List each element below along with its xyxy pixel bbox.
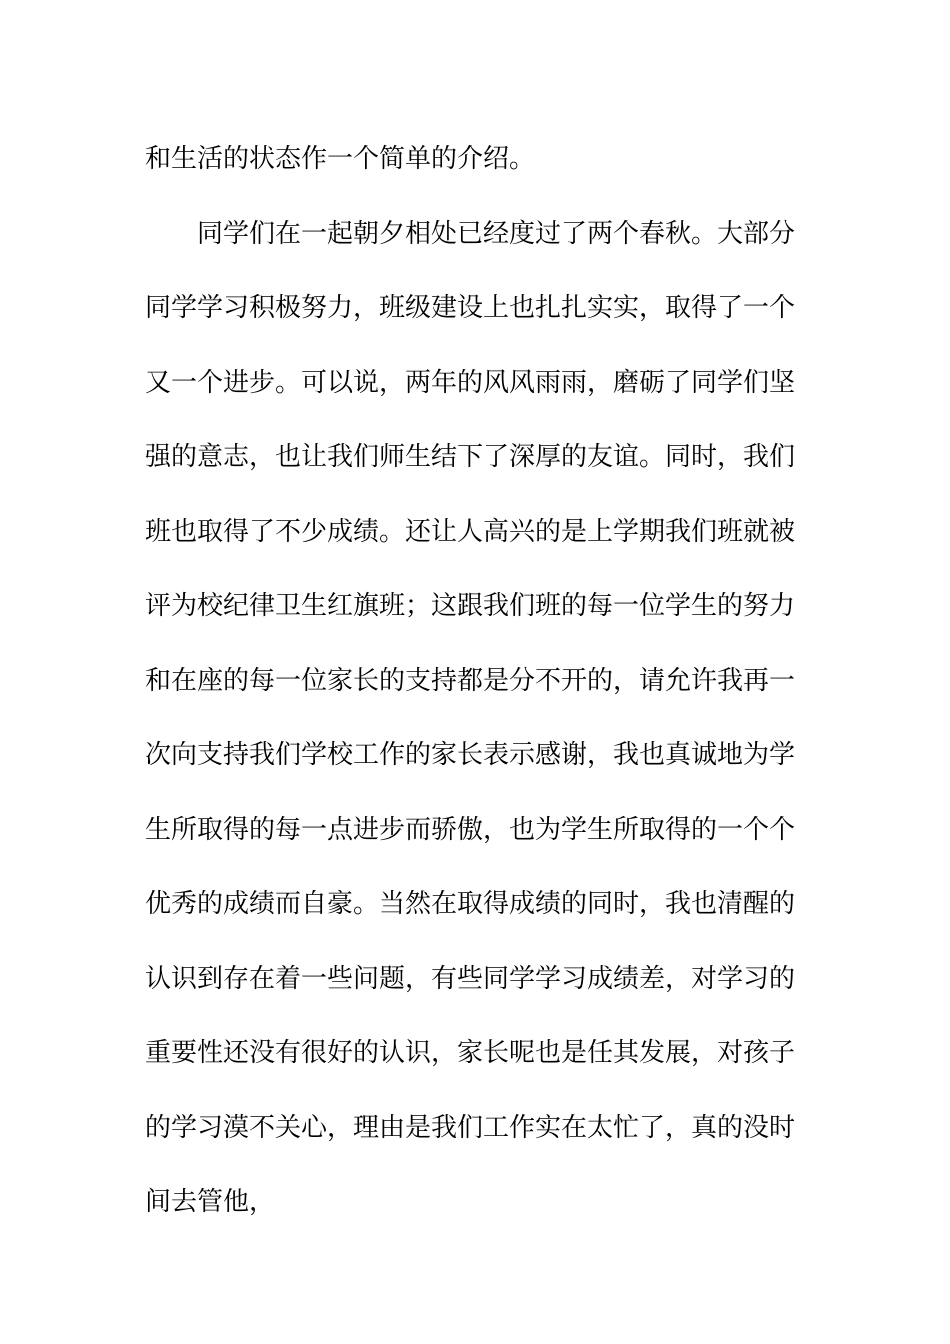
text-line: 和在座的每一位家长的支持都是分不开的，请允许我再一 [145,665,796,696]
text-line: 优秀的成绩而自豪。当然在取得成绩的同时，我也清醒的 [145,889,796,919]
text-line: 班也取得了不少成绩。还让人高兴的是上学期我们班就被 [145,516,796,547]
text-line: 间去管他， [145,1187,276,1217]
paragraph-first-line: 同学们在一起朝夕相处已经度过了两个春秋。大部分 [197,218,796,249]
text-line: 的学习漠不关心，理由是我们工作实在太忙了，真的没时 [145,1112,796,1143]
text-line: 又一个进步。可以说，两年的风风雨雨，磨砺了同学们坚 [145,367,796,398]
body-text [145,122,810,1240]
text-line: 认识到存在着一些问题，有些同学学习成绩差，对学习的 [145,963,796,994]
text-line: 评为校纪律卫生红旗班；这跟我们班的每一位学生的努力 [145,591,796,621]
text-line: 生所取得的每一点进步而骄傲，也为学生所取得的一个个 [145,814,796,845]
text-line: 重要性还没有很好的认识，家长呢也是任其发展，对孩子 [145,1038,796,1068]
text-line: 同学学习积极努力，班级建设上也扎扎实实，取得了一个 [145,293,796,323]
text-line: 和生活的状态作一个简单的介绍。 [145,144,536,174]
text-line: 次向支持我们学校工作的家长表示感谢，我也真诚地为学 [145,740,796,770]
text-line: 强的意志，也让我们师生结下了深厚的友谊。同时，我们 [145,442,796,472]
